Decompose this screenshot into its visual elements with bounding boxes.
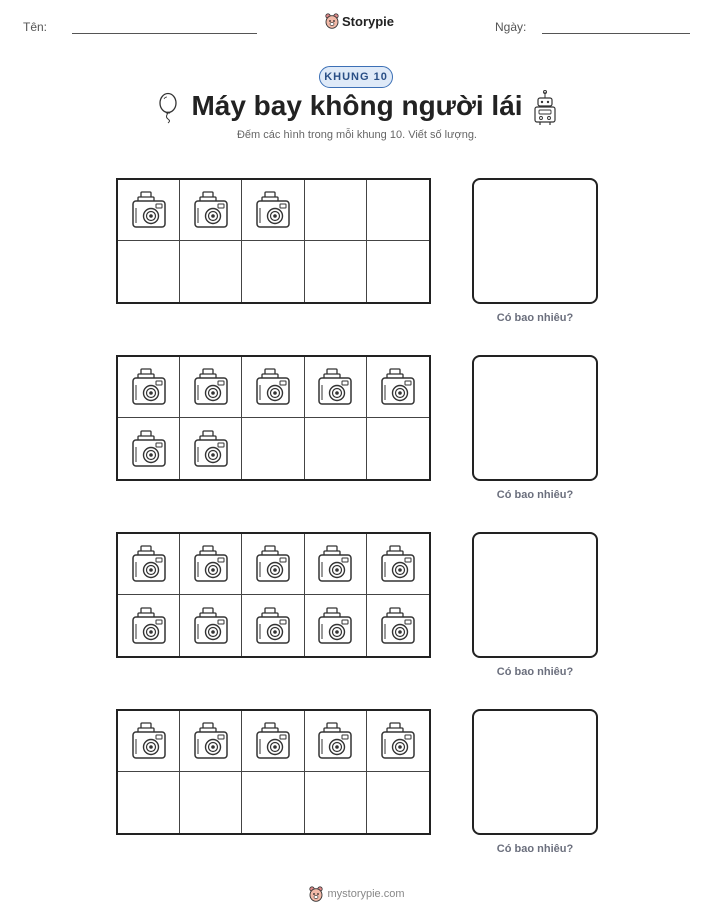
footer-site: mystorypie.com [327,888,405,900]
frame-cell [242,180,304,241]
frame-cell [305,711,367,772]
frame-cell [180,357,242,418]
camera-icon [192,721,230,761]
frame-cell [180,534,242,595]
camera-icon [192,544,230,584]
brand-name: Storypie [342,13,395,29]
frame-cell [118,357,180,418]
frame-cell [118,418,180,479]
frame-cell [118,711,180,772]
frame-cell [118,534,180,595]
frame-cell [367,418,429,479]
camera-icon [379,367,417,407]
bear-icon [325,13,339,29]
bear-icon [309,886,323,902]
answer-box-3[interactable] [472,532,598,658]
answer-question-3: Có bao nhiêu? [496,666,574,678]
frame-cell [242,595,304,656]
instructions: Đếm các hình trong mỗi khung 10. Viết số lượng. [236,129,477,141]
frame-cell [242,357,304,418]
camera-icon [316,544,354,584]
frame-cell [180,595,242,656]
answer-question-2: Có bao nhiêu? [496,489,574,501]
frame-cell [180,711,242,772]
frame-cell [305,772,367,833]
frame-cell [367,772,429,833]
camera-icon [130,606,168,646]
camera-icon [130,721,168,761]
camera-icon [316,367,354,407]
answer-box-1[interactable] [472,178,598,304]
camera-icon [130,190,168,230]
frame-cell [367,241,429,302]
camera-icon [192,367,230,407]
camera-icon [254,190,292,230]
frame-cell [305,180,367,241]
answer-question-4: Có bao nhiêu? [496,843,574,855]
camera-icon [379,606,417,646]
name-line[interactable] [72,33,257,34]
camera-icon [254,367,292,407]
frame-cell [118,772,180,833]
frame-cell [305,241,367,302]
frame-cell [242,418,304,479]
camera-icon [130,544,168,584]
answer-question-1: Có bao nhiêu? [496,312,574,324]
camera-icon [192,429,230,469]
ten-frame-3 [116,532,431,658]
camera-icon [254,544,292,584]
camera-icon [379,544,417,584]
answer-box-4[interactable] [472,709,598,835]
ten-frame-4 [116,709,431,835]
frame-cell [242,772,304,833]
camera-icon [130,367,168,407]
frame-cell [118,180,180,241]
frame-cell [180,772,242,833]
brand-logo [325,13,394,29]
ten-frame-2 [116,355,431,481]
footer [0,886,714,902]
frame-cell [305,534,367,595]
robot-icon [532,90,558,126]
camera-icon [130,429,168,469]
camera-icon [254,606,292,646]
answer-box-2[interactable] [472,355,598,481]
frame-cell [242,711,304,772]
frame-cell [367,595,429,656]
date-label: Ngày: [495,20,527,34]
frame-cell [305,357,367,418]
ten-frame-1 [116,178,431,304]
name-label: Tên: [23,20,48,34]
camera-icon [192,190,230,230]
camera-icon [192,606,230,646]
frame-cell [118,595,180,656]
ten-frame-badge: KHUNG 10 [319,66,393,88]
camera-icon [316,606,354,646]
frame-cell [180,241,242,302]
frame-cell [242,534,304,595]
camera-icon [379,721,417,761]
frame-cell [305,418,367,479]
page-title: Máy bay không người lái [191,90,523,121]
frame-cell [118,241,180,302]
date-line[interactable] [542,33,690,34]
frame-cell [305,595,367,656]
frame-cell [367,711,429,772]
frame-cell [367,534,429,595]
frame-cell [180,180,242,241]
frame-cell [367,180,429,241]
frame-cell [180,418,242,479]
camera-icon [316,721,354,761]
camera-icon [254,721,292,761]
frame-cell [242,241,304,302]
frame-cell [367,357,429,418]
